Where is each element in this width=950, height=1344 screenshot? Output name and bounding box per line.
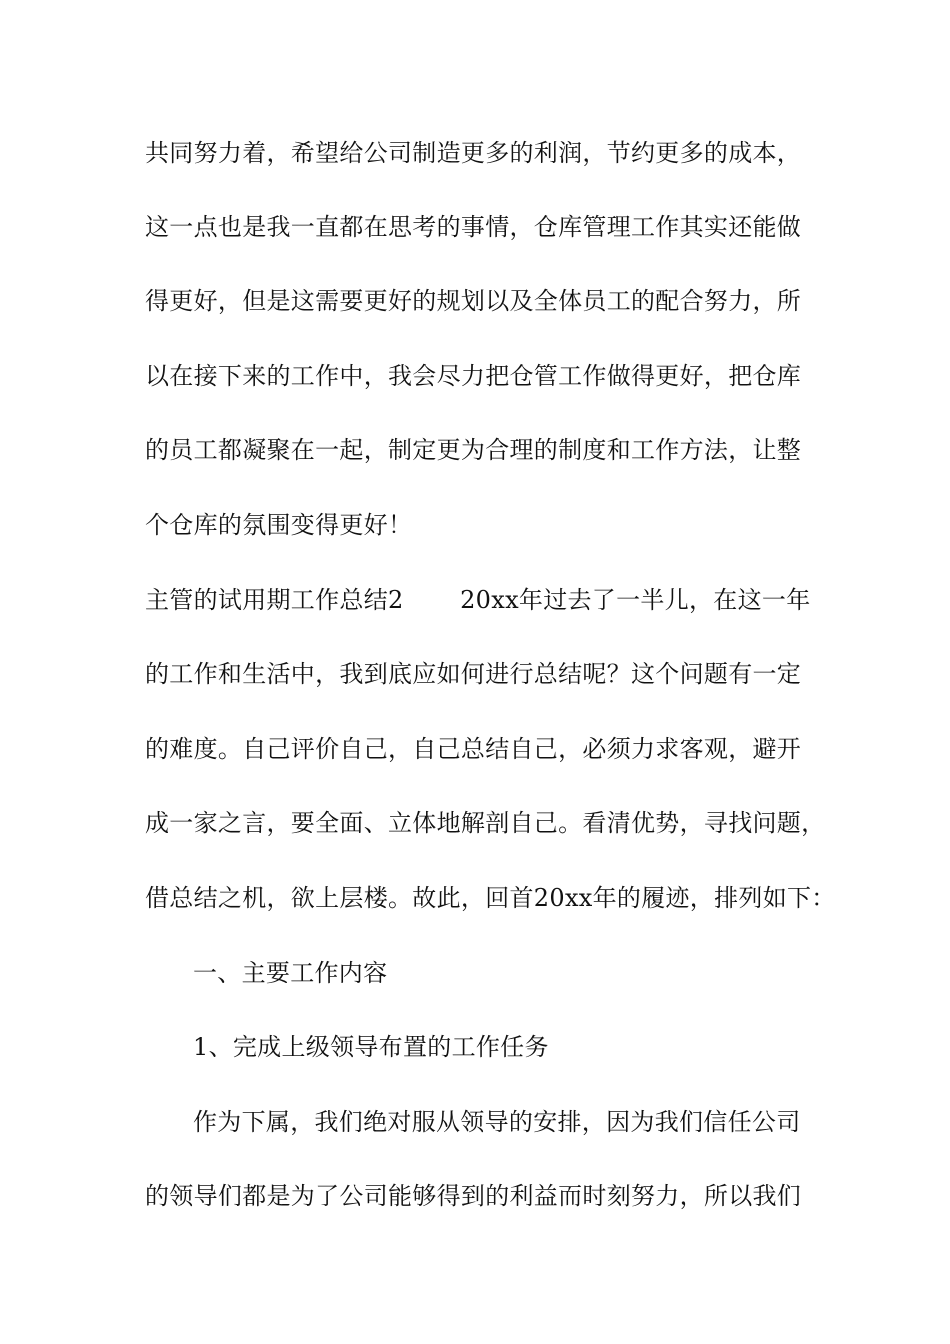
paragraph-line: 的员工都凝聚在一起，制定更为合理的制度和工作方法，让整 [145,436,802,464]
paragraph-line: 借总结之机，欲上层楼。故此，回首20xx年的履迹，排列如下： [145,884,836,912]
paragraph-line: 这一点也是我一直都在思考的事情，仓库管理工作其实还能做 [145,213,802,241]
subheading-line: 1、完成上级领导布置的工作任务 [193,1033,549,1061]
paragraph-line: 共同努力着，希望给公司制造更多的利润，节约更多的成本， [145,139,802,167]
paragraph-line: 的工作和生活中，我到底应如何进行总结呢？这个问题有一定 [145,660,802,688]
paragraph-line: 以在接下来的工作中，我会尽力把仓管工作做得更好，把仓库 [145,362,802,390]
section-title-line: 主管的试用期工作总结2 20xx年过去了一半儿，在这一年 [145,586,811,614]
paragraph-line: 个仓库的氛围变得更好！ [145,511,413,539]
paragraph-line: 的领导们都是为了公司能够得到的利益而时刻努力，所以我们 [145,1182,802,1210]
paragraph-line: 作为下属，我们绝对服从领导的安排，因为我们信任公司 [193,1108,801,1136]
heading-line: 一、主要工作内容 [193,959,388,987]
paragraph-line: 成一家之言，要全面、立体地解剖自己。看清优势，寻找问题， [145,809,826,837]
paragraph-line: 得更好，但是这需要更好的规划以及全体员工的配合努力，所 [145,287,802,315]
paragraph-line: 的难度。自己评价自己，自己总结自己，必须力求客观，避开 [145,735,802,763]
